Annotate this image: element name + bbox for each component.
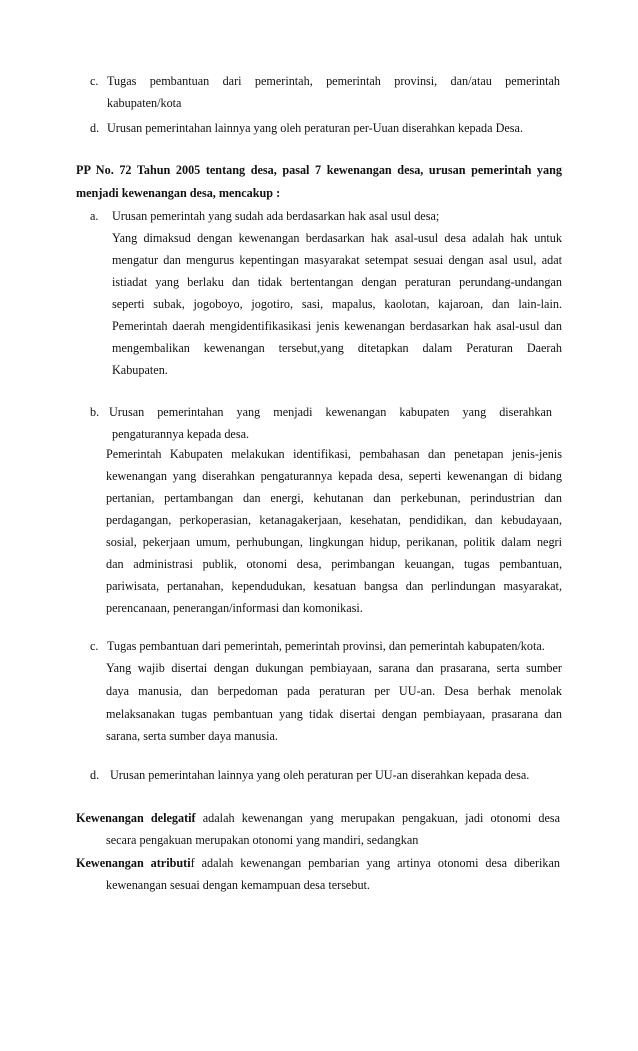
item-title: Urusan pemerintahan yang menjadi kewenangan kabupaten yang diserahkan bbox=[109, 405, 552, 419]
list-marker: d. bbox=[90, 121, 100, 135]
paragraph-line: dan administrasi publik, otonomi desa, perimbangan keuangan, tugas pembantuan, bbox=[106, 557, 562, 571]
paragraph-line: mengatur dan mengurus kepentingan masyarakat setempat sesuai dengan asal usul, adat bbox=[112, 253, 562, 267]
paragraph-line: sarana, serta sumber daya manusia. bbox=[106, 729, 278, 743]
item-title: Urusan pemerintahan lainnya yang oleh peraturan per UU-an diserahkan kepada desa. bbox=[110, 768, 530, 782]
paragraph-line: pertanian, pertambangan dan energi, kehutanan dan perkebunan, perindustrian dan bbox=[106, 491, 562, 505]
paragraph-line: Yang dimaksud dengan kewenangan berdasarkan hak asal-usul desa adalah hak untuk bbox=[112, 231, 562, 245]
paragraph-line: Urusan pemerintahan lainnya yang oleh peraturan per-Uuan diserahkan kepada Desa. bbox=[107, 121, 523, 135]
paragraph-line: kewenangan yang diserahkan pengaturannya kepada desa, seperti kewenangan di bidang bbox=[106, 469, 562, 483]
list-marker: c. bbox=[90, 74, 99, 88]
item-title: pengaturannya kepada desa. bbox=[112, 427, 250, 441]
list-marker: d. bbox=[90, 768, 100, 782]
section-heading: menjadi kewenangan desa, mencakup : bbox=[76, 186, 281, 200]
item-title: Tugas pembantuan dari pemerintah, pemerintah provinsi, dan pemerintah kabupaten/kota. bbox=[107, 639, 545, 653]
paragraph-line: seperti subak, jogoboyo, jogotiro, sasi, mapalus, kaolotan, kajaroan, dan lain-lain. bbox=[112, 297, 562, 311]
paragraph-line: pariwisata, pertanahan, kependudukan, kesatuan bangsa dan perlindungan masyarakat, bbox=[106, 579, 562, 593]
paragraph-line: Pemerintah Kabupaten melakukan identifikasi, pembahasan dan penetapan jenis-jenis bbox=[106, 447, 562, 461]
definition-text: f adalah kewenangan pembarian yang artinya otonomi desa diberikan bbox=[190, 856, 560, 870]
definition-line: secara pengakuan merupakan otonomi yang mandiri, sedangkan bbox=[106, 833, 419, 847]
definition-line bbox=[76, 810, 560, 826]
paragraph-line: istiadat yang berlaku dan tidak bertentangan dengan peraturan perundang-undangan bbox=[112, 275, 562, 289]
paragraph-line: Yang wajib disertai dengan dukungan pembiayaan, sarana dan prasarana, serta sumber bbox=[106, 661, 562, 675]
term-atributif: Kewenangan atributi bbox=[76, 856, 191, 870]
paragraph-line: perdagangan, perkoperasian, ketanagakerjaan, kesehatan, pendidikan, dan kebudayaan, bbox=[106, 513, 562, 527]
term-delegatif: Kewenangan delegatif bbox=[76, 811, 196, 825]
list-marker: b. bbox=[90, 405, 100, 419]
paragraph-line: melaksanakan tugas pembantuan yang tidak disertai dengan pembiayaan, prasarana dan bbox=[106, 707, 562, 721]
definition-line: kewenangan sesuai dengan kemampuan desa tersebut. bbox=[106, 878, 370, 892]
list-marker: a. bbox=[90, 209, 99, 223]
item-title: Urusan pemerintah yang sudah ada berdasarkan hak asal usul desa; bbox=[112, 209, 440, 223]
paragraph-line: kabupaten/kota bbox=[107, 96, 182, 110]
paragraph-line: Tugas pembantuan dari pemerintah, pemerintah provinsi, dan/atau pemerintah bbox=[107, 74, 560, 88]
paragraph-line: mengembalikan kewenangan tersebut,yang ditetapkan dalam Peraturan Daerah bbox=[112, 341, 562, 355]
paragraph-line: Pemerintah daerah mengidentifikasikasi jenis kewenangan berdasarkan hak asal-usul dan bbox=[112, 319, 562, 333]
definition-text: adalah kewenangan yang merupakan pengakuan, jadi otonomi desa bbox=[195, 811, 560, 825]
paragraph-line: Kabupaten. bbox=[112, 363, 168, 377]
list-marker: c. bbox=[90, 639, 99, 653]
paragraph-line: perencanaan, penerangan/informasi dan komonikasi. bbox=[106, 601, 363, 615]
paragraph-line: sosial, pekerjaan umum, perhubungan, lingkungan hidup, perikanan, politik dalam negri bbox=[106, 535, 562, 549]
definition-line bbox=[76, 855, 560, 871]
paragraph-line: daya manusia, dan berpedoman pada peraturan per UU-an. Desa berhak menolak bbox=[106, 684, 562, 698]
section-heading: PP No. 72 Tahun 2005 tentang desa, pasal 7 kewenangan desa, urusan pemerintah yang bbox=[76, 163, 562, 177]
